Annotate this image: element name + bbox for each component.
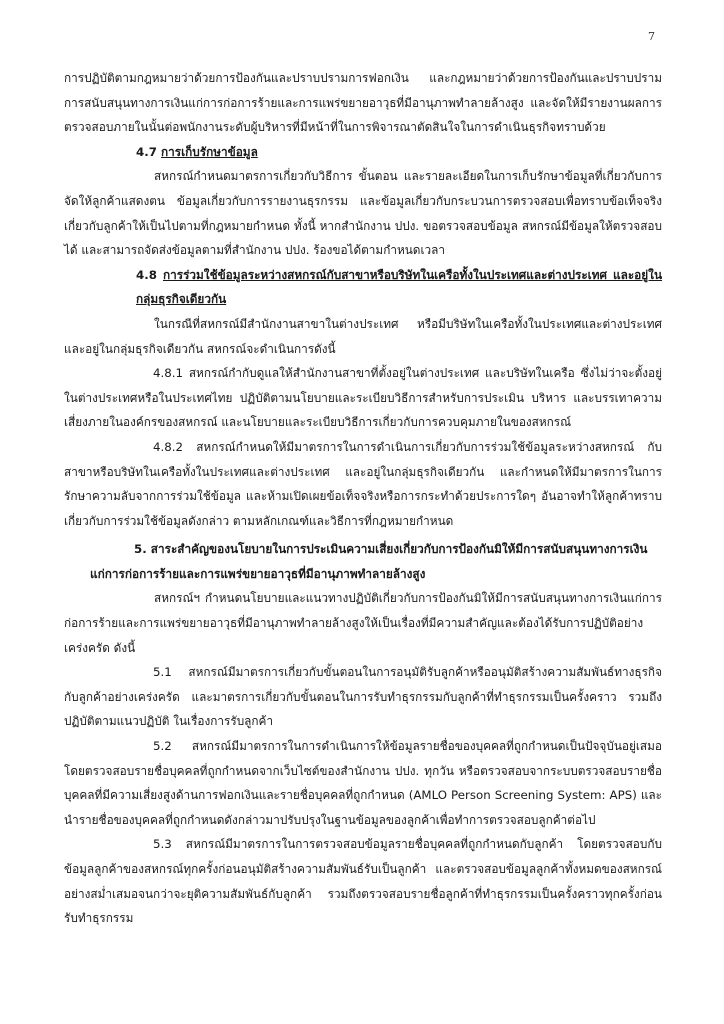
section-heading-5-continued: แก่การก่อการร้ายและการแพร่ขยายอาวุธที่มีอานุภาพทำลายล้างสูง (90, 566, 426, 581)
paragraph-4-8-2: 4.8.2 สหกรณ์กำหนดให้มีมาตรการในการดำเนินการเกี่ยวกับการร่วมใช้ข้อมูลระหว่างสหกรณ์ กับสาขาหรือบริษัทในเครือทั้งในประเทศและต่างประเทศ และอยู่ในกลุ่มธุรกิจเดียวกัน และกำหนดให้มีมาตรการในการรักษาความลับจากการร่วมใช้ข้อมูล และห้ามเปิดเผยข้อเท็จจริงหรือการกระทำด้วยประการใดๆ อันอาจทำให้ลูกค้าทราบเกี่ยวกับการร่วมใช้ข้อมูลดังกล่าว ตามหลักเกณฑ์และวิธีการที่กฎหมายกำหนด (64, 439, 662, 528)
paragraph-5-3: 5.3 สหกรณ์มีมาตรการในการตรวจสอบข้อมูลรายชื่อบุคคลที่ถูกกำหนดกับลูกค้า โดยตรวจสอบกับข้อมูลลูกค้าของสหกรณ์ทุกครั้งก่อนอนุมัติสร้างความสัมพันธ์รับเป็นลูกค้า และตรวจสอบข้อมูลลูกค้าทั้งหมดของสหกรณ์อย่างสม่ำเสมอจนกว่าจะยุติความสัมพันธ์กับลูกค้า รวมถึงตรวจสอบรายชื่อลูกค้าที่ทำธุรกรรมเป็นครั้งคราวทุกครั้งก่อนรับทำธุรกรรม (64, 837, 662, 926)
section-title: การร่วมใช้ข้อมูลระหว่างสหกรณ์กับสาขาหรือบริษัทในเครือทั้งในประเทศและต่างประเทศ และอยู่ในกลุ่มธุรกิจเดียวกัน (136, 267, 663, 307)
paragraph-5-1: 5.1 สหกรณ์มีมาตรการเกี่ยวกับขั้นตอนในการอนุมัติรับลูกค้าหรืออนุมัติสร้างความสัมพันธ์ทางธุรกิจกับลูกค้าอย่างเคร่งครัด และมาตรการเกี่ยวกับขั้นตอนในการรับทำธุรกรรมกับลูกค้าที่ทำธุรกรรมเป็นครั้งคราว รวมถึงปฏิบัติตามแนวปฏิบัติ ในเรื่องการรับลูกค้า (64, 665, 662, 729)
section-number: 4.7 (136, 144, 157, 159)
section-heading-4-7 (64, 140, 662, 165)
section-heading-4-8 (64, 263, 662, 312)
paragraph-4-8: ในกรณีที่สหกรณ์มีสำนักงานสาขาในต่างประเทศ หรือมีบริษัทในเครือทั้งในประเทศและต่างประเทศและอยู่ในกลุ่มธุรกิจเดียวกัน สหกรณ์จะดำเนินการดังนี้ (64, 316, 662, 356)
paragraph-5-2: 5.2 สหกรณ์มีมาตรการในการดำเนินการให้ข้อมูลรายชื่อของบุคคลที่ถูกกำหนดเป็นปัจจุบันอยู่เสมอ โดยตรวจสอบรายชื่อบุคคลที่ถูกกำหนดจากเว็บไซต์ของสำนักงาน ปปง. ทุกวัน หรือตรวจสอบจากระบบตรวจสอบรายชื่อบุคคลที่มีความเสี่ยงสูงด้านการฟอกเงินและรายชื่อบุคคลที่ถูกกำหนด (AMLO Person Screening System: APS) และนำรายชื่อของบุคคลที่ถูกกำหนดดังกล่าวมาปรับปรุงในฐานข้อมูลของลูกค้าเพื่อทำการตรวจสอบลูกค้าต่อไป (64, 739, 662, 827)
paragraph-4-7: สหกรณ์กำหนดมาตรการเกี่ยวกับวิธีการ ขั้นตอน และรายละเอียดในการเก็บรักษาข้อมูลที่เกี่ยวกับการจัดให้ลูกค้าแสดงตน ข้อมูลเกี่ยวกับการรายงานธุรกรรม และข้อมูลเกี่ยวกับกระบวนการตรวจสอบเพื่อทราบข้อเท็จจริงเกี่ยวกับลูกค้าให้เป็นไปตามที่กฎหมายกำหนด ทั้งนี้ หากสำนักงาน ปปง. ขอตรวจสอบข้อมูล สหกรณ์มีข้อมูลให้ตรวจสอบได้ และสามารถจัดส่งข้อมูลตามที่สำนักงาน ปปง. ร้องขอได้ตามกำหนดเวลา (64, 169, 662, 258)
paragraph-continued: การปฏิบัติตามกฎหมายว่าด้วยการป้องกันและปราบปรามการฟอกเงิน และกฎหมายว่าด้วยการป้องกันและปราบปรามการสนับสนุนทางการเงินแก่การก่อการร้ายและการแพร่ขยายอาวุธที่มีอานุภาพทำลายล้างสูง และจัดให้มีรายงานผลการตรวจสอบภายในนั้นต่อพนักงานระดับผู้บริหารที่มีหน้าที่ในการพิจารณาตัดสินใจในการดำเนินธุรกิจทราบด้วย (64, 71, 662, 135)
section-title: การเก็บรักษาข้อมูล (161, 144, 258, 159)
document-body (64, 66, 662, 931)
page-number: 7 (648, 30, 655, 43)
section-heading-5: 5. สาระสำคัญของนโยบายในการประเมินความเสี่ยงเกี่ยวกับการป้องกันมิให้มีการสนับสนุนทางการเงิน (134, 542, 648, 557)
section-number: 4.8 (136, 267, 157, 282)
paragraph-5: สหกรณ์ฯ กำหนดนโยบายและแนวทางปฏิบัติเกี่ยวกับการป้องกันมิให้มีการสนับสนุนทางการเงินแก่การก่อการร้ายและการแพร่ขยายอาวุธที่มีอานุภาพทำลายล้างสูงให้เป็นเรื่องที่มีความสำคัญและต้องได้รับการปฏิบัติอย่างเคร่งครัด ดังนี้ (64, 591, 662, 655)
paragraph-4-8-1: 4.8.1 สหกรณ์กำกับดูแลให้สำนักงานสาขาที่ตั้งอยู่ในต่างประเทศ และบริษัทในเครือ ซึ่งไม่ว่าจะตั้งอยู่ในต่างประเทศหรือในประเทศไทย ปฏิบัติตามนโยบายและระเบียบวิธีการสำหรับการประเมิน บริหาร และบรรเทาความเสี่ยงภายในองค์กรของสหกรณ์ และนโยบายและระเบียบวิธีการเกี่ยวกับการควบคุมภายในของสหกรณ์ (64, 366, 662, 430)
